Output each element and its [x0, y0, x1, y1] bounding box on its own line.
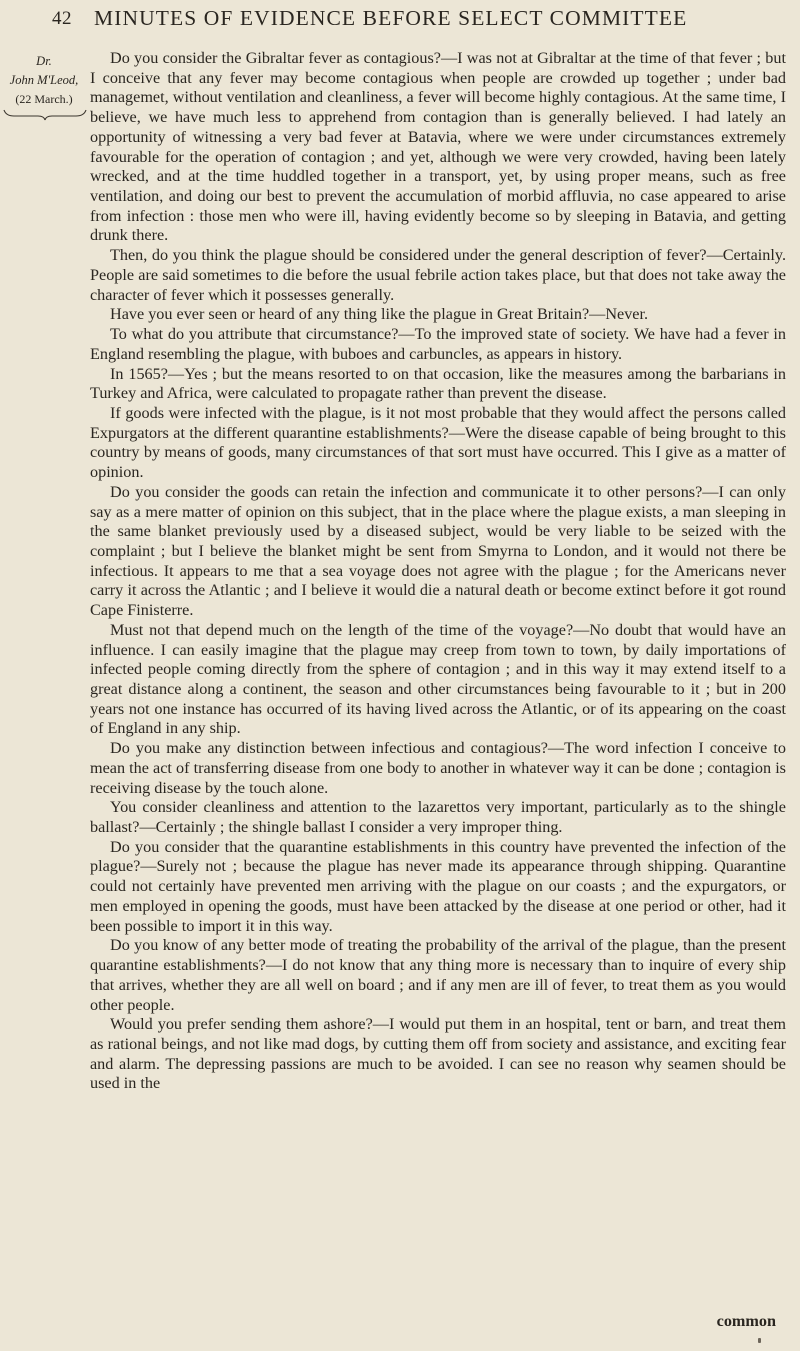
evidence-paragraph: Do you consider that the quarantine establishments in this country have prevented the infection of the plague?—Surely not ; because the plague has never made its appearance through shipping. Quarantine could not certainly have prevented men arriving with the plague on our coasts ; and the expurgators, or men employed in opening the goods, must have been attacked by the disease at one period or other, had it been possible to import it in this way.	[90, 837, 786, 935]
evidence-paragraph: You consider cleanliness and attention to the lazarettos very important, particularly as to the shingle ballast?—Certainly ; the shingle ballast I consider a very improper thing.	[90, 798, 786, 837]
evidence-paragraph: In 1565?—Yes ; but the means resorted to on that occasion, like the measures among the barbarians in Turkey and Africa, were calculated to propagate rather than prevent the disease.	[90, 364, 786, 403]
margin-note	[0, 52, 88, 109]
evidence-paragraph: If goods were infected with the plague, is it not most probable that they would affect the persons called Expurgators at the different quarantine establishments?—Were the disease capable of being brought to this country by means of goods, many circumstances of that sort must have occurred. This I give as a matter of opinion.	[90, 403, 786, 482]
evidence-paragraph: Do you know of any better mode of treating the probability of the arrival of the plague, than the present quarantine establishments?—I do not know that any thing more is necessary than to inquire of every ship that arrives, whether they are all well on board ; and if any men are ill of fever, to treat them as you would other people.	[90, 936, 786, 1014]
page-number: 42	[52, 8, 72, 29]
margin-note-date: (22 March.)	[15, 92, 73, 106]
ink-speck	[758, 1338, 761, 1343]
evidence-body	[90, 49, 786, 1094]
catchword: common	[716, 1312, 776, 1330]
evidence-paragraph: Do you consider the goods can retain the infection and communicate it to other persons?—I can only say as a mere matter of opinion on this subject, that in the place where the plague exists, a man sleeping in the same blanket previously used by a diseased subject, would be very liable to be seized with the complaint ; but I believe the blanket might be sent from Smyrna to London, and it would not there be infectious. It appears to me that a sea voyage does not agree with the plague ; for the Americans never carry it across the Atlantic ; and I believe it would die a natural death or become extinct before it got round Cape Finisterre.	[90, 482, 786, 620]
evidence-paragraph: Would you prefer sending them ashore?—I would put them in an hospital, tent or barn, and treat them as rational beings, and not like mad dogs, by cutting them off from society and assistance, and exciting fear and alarm. The depressing passions are much to be avoided. I can see no reason why seamen should be used in the	[90, 1015, 786, 1093]
running-title: MINUTES OF EVIDENCE BEFORE SELECT COMMITTEE	[94, 6, 688, 30]
evidence-paragraph: Do you consider the Gibraltar fever as contagious?—I was not at Gibraltar at the time of that fever ; but I conceive that any fever may become contagious when people are crowded up together ; under bad managemet, without ventilation and cleanliness, a fever will become highly contagious. At the same time, I believe, we have much less to apprehend from contagion than is generally believed. I had lately an opportunity of witnessing a very bad fever at Batavia, where we were under circumstances extremely favourable for the operation of contagion ; and yet, although we were very crowded, having been lately wrecked, and at the time huddled together in a transport, yet, by using proper means, such as free ventilation, and doing our best to prevent the accumulation of morbid affluvia, no case appeared to arise from infection : those men who were ill, having evidently become so by sleeping in Batavia, and getting drunk there.	[90, 49, 786, 245]
margin-note-prefix: Dr.	[36, 54, 52, 68]
evidence-paragraph: Then, do you think the plague should be considered under the general description of fever?—Certainly. People are said sometimes to die before the usual febrile action takes place, but that does not take away the character of fever which it possesses generally.	[90, 246, 786, 304]
margin-brace-icon	[2, 108, 88, 122]
evidence-paragraph: Do you make any distinction between infectious and contagious?—The word infection I conceive to mean the act of transferring disease from one body to another in whatever way it can be done ; contagion is receiving disease by the touch alone.	[90, 739, 786, 797]
evidence-paragraph: To what do you attribute that circumstance?—To the improved state of society. We have had a fever in England resembling the plague, with buboes and carbuncles, as appears in history.	[90, 325, 786, 363]
evidence-paragraph: Must not that depend much on the length of the time of the voyage?—No doubt that would have an influence. I can easily imagine that the plague may creep from town to town, by daily importations of infected people coming directly from the sphere of contagion ; and in this way it may extend itself to a great distance along a continent, the season and other circumstances being favourable to it ; but in 200 years not one instance has occurred of its having lived across the Atlantic, or of its appearing on the coast of England in any ship.	[90, 620, 786, 738]
running-head	[52, 4, 792, 30]
evidence-paragraph: Have you ever seen or heard of any thing like the plague in Great Britain?—Never.	[110, 305, 649, 324]
margin-note-witness: John M'Leod,	[9, 73, 79, 87]
